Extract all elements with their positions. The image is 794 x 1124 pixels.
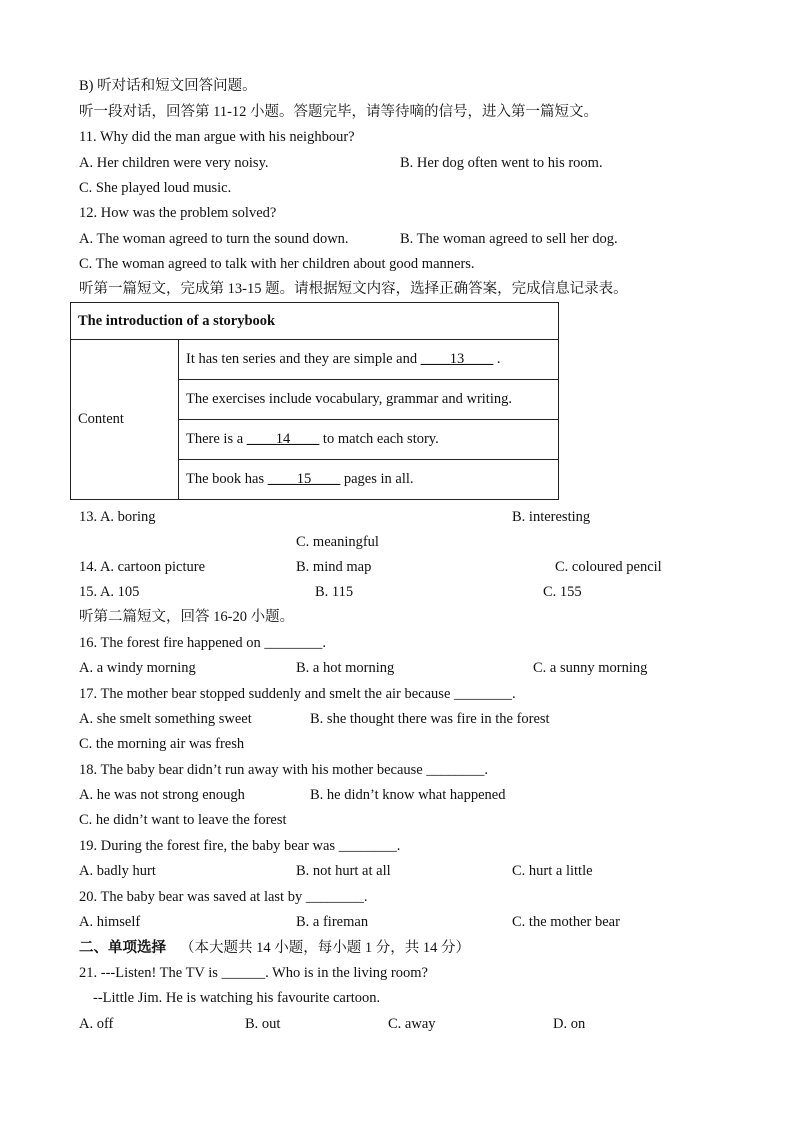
dialogue-instruction: 听一段对话，回答第 11-12 小题。答题完毕，请等待嘀的信号，进入第一篇短文。 (79, 104, 599, 120)
q18-option-c: C. he didn’t want to leave the forest (79, 812, 287, 828)
q18-option-a: A. he was not strong enough (79, 787, 245, 803)
part2-heading (79, 939, 470, 957)
q19-stem: 19. During the forest fire, the baby bear was ________. (79, 838, 401, 854)
table-title: The introduction of a storybook (71, 303, 559, 340)
q15-option-a: 15. A. 105 (79, 584, 140, 600)
q18-stem: 18. The baby bear didn’t run away with his mother because ________. (79, 762, 488, 778)
q11-stem: 11. Why did the man argue with his neighbour? (79, 129, 355, 145)
q21-reply: --Little Jim. He is watching his favourite cartoon. (93, 990, 381, 1006)
q12-option-b: B. The woman agreed to sell her dog. (400, 231, 618, 247)
q14-option-a: 14. A. cartoon picture (79, 559, 206, 575)
q11-option-b: B. Her dog often went to his room. (400, 155, 603, 171)
q11-option-c: C. She played loud music. (79, 180, 232, 196)
q12-option-c: C. The woman agreed to talk with her children about good manners. (79, 256, 475, 272)
passage1-instruction: 听第一篇短文，完成第 13-15 题。请根据短文内容，选择正确答案，完成信息记录表。 (79, 281, 628, 297)
passage2-instruction: 听第二篇短文，回答 16-20 小题。 (79, 609, 295, 625)
row-text-end: to match each story. (319, 431, 439, 447)
row-text: It has ten series and they are simple and (186, 351, 421, 367)
row-text: There is a (186, 431, 247, 447)
q12-stem: 12. How was the problem solved? (79, 205, 277, 221)
q15-option-b: B. 115 (315, 584, 354, 600)
q20-option-b: B. a fireman (296, 914, 369, 930)
q17-option-b: B. she thought there was fire in the forest (310, 711, 550, 727)
q20-stem: 20. The baby bear was saved at last by ________. (79, 889, 368, 905)
q16-option-a: A. a windy morning (79, 660, 196, 676)
q21-option-c: C. away (388, 1016, 436, 1032)
q15-option-c: C. 155 (543, 584, 582, 600)
q13-option-c: C. meaningful (296, 534, 379, 550)
q21-option-a: A. off (79, 1016, 114, 1032)
blank-13: ____13____ (420, 351, 494, 367)
section-b-title: B) 听对话和短文回答问题。 (79, 78, 257, 94)
blank-14: ____14____ (246, 431, 320, 447)
info-record-table (70, 302, 559, 500)
table-row-label: Content (71, 340, 179, 500)
q21-option-b: B. out (245, 1016, 281, 1032)
q13-option-a: 13. A. boring (79, 509, 156, 525)
q16-stem: 16. The forest fire happened on ________. (79, 635, 326, 651)
part2-title: 二、单项选择 (79, 940, 166, 956)
q19-option-b: B. not hurt at all (296, 863, 391, 879)
row-text: The exercises include vocabulary, grammar and writing. (186, 391, 512, 407)
q20-option-c: C. the mother bear (512, 914, 620, 930)
q16-option-b: B. a hot morning (296, 660, 395, 676)
q18-option-b: B. he didn’t know what happened (310, 787, 506, 803)
table-row (179, 420, 559, 460)
part2-note: （本大题共 14 小题，每小题 1 分，共 14 分） (180, 940, 470, 956)
row-text-end: . (493, 351, 501, 367)
q16-option-c: C. a sunny morning (533, 660, 648, 676)
q20-option-a: A. himself (79, 914, 141, 930)
row-text: The book has (186, 471, 268, 487)
table-row (179, 340, 559, 380)
q21-option-d: D. on (553, 1016, 586, 1032)
row-text-end: pages in all. (340, 471, 414, 487)
q21-stem: 21. ---Listen! The TV is ______. Who is in the living room? (79, 965, 428, 981)
q11-option-a: A. Her children were very noisy. (79, 155, 269, 171)
q17-option-c: C. the morning air was fresh (79, 736, 245, 752)
q12-option-a: A. The woman agreed to turn the sound down. (79, 231, 349, 247)
table-row (179, 460, 559, 500)
q14-option-b: B. mind map (296, 559, 372, 575)
q14-option-c: C. coloured pencil (555, 559, 662, 575)
q13-option-b: B. interesting (512, 509, 591, 525)
q17-stem: 17. The mother bear stopped suddenly and smelt the air because ________. (79, 686, 516, 702)
blank-15: ____15____ (267, 471, 341, 487)
q19-option-a: A. badly hurt (79, 863, 156, 879)
q19-option-c: C. hurt a little (512, 863, 593, 879)
q17-option-a: A. she smelt something sweet (79, 711, 252, 727)
table-row (179, 380, 559, 420)
